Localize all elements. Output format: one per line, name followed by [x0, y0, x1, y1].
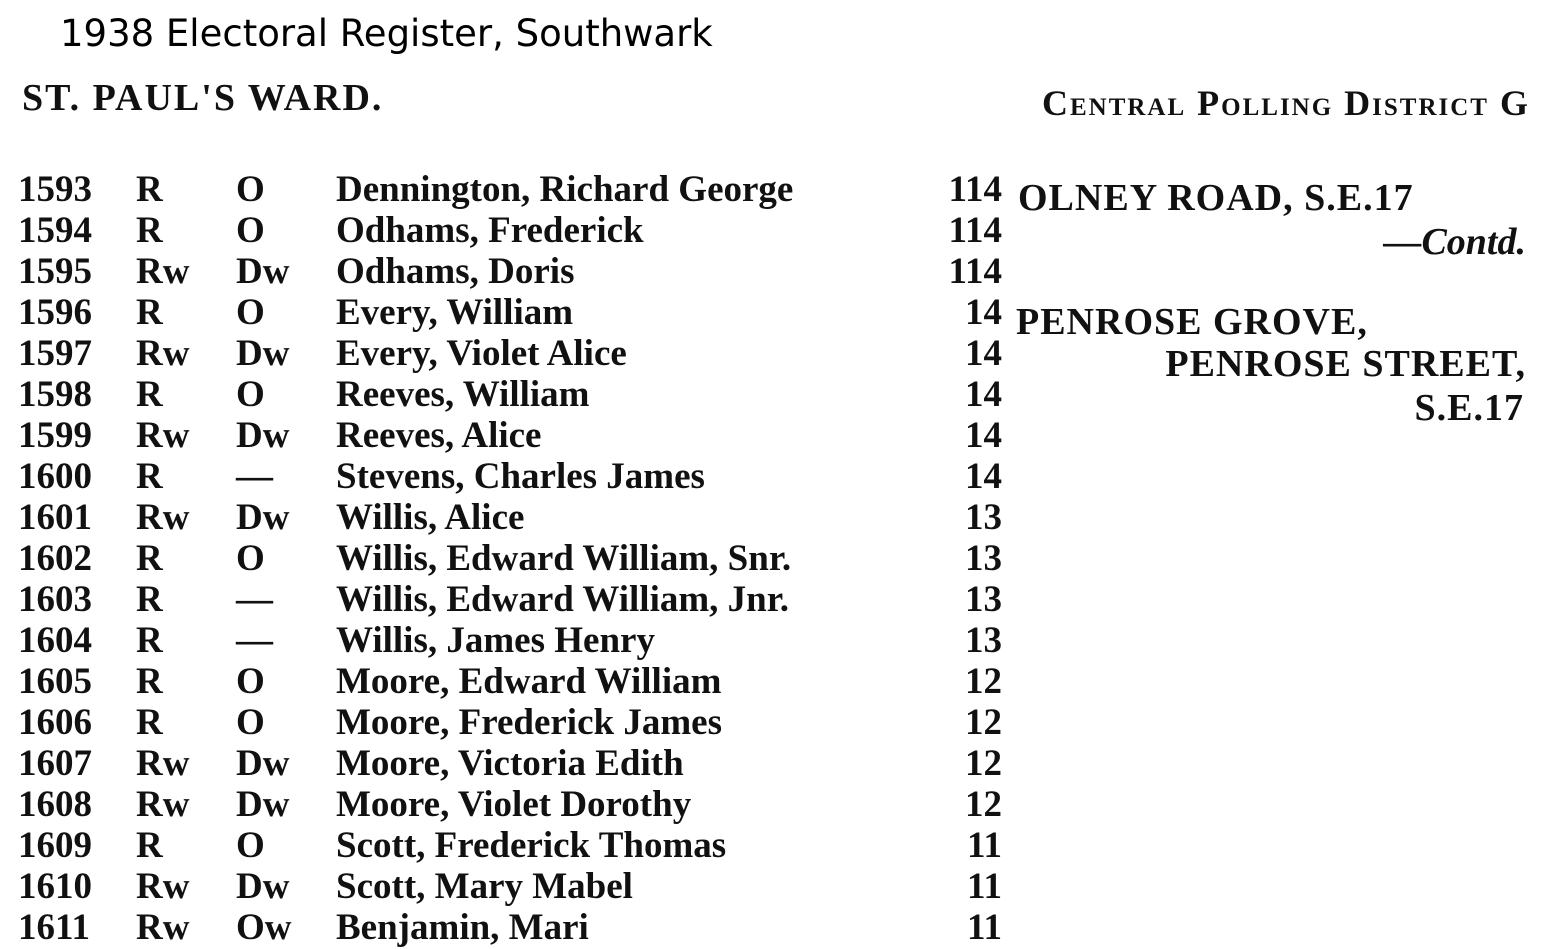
register-row	[0, 578, 1560, 619]
qualification: Rw	[136, 251, 190, 292]
image-caption: 1938 Electoral Register, Southwark	[60, 12, 713, 55]
residence-code: Dw	[236, 866, 290, 907]
elector-name: Moore, Frederick James	[336, 702, 722, 743]
entry-number: 1609	[18, 825, 92, 866]
residence-code: Dw	[236, 333, 290, 374]
elector-name: Scott, Mary Mabel	[336, 866, 633, 907]
qualification: R	[136, 579, 163, 620]
elector-name: Moore, Victoria Edith	[336, 743, 684, 784]
residence-code: —	[236, 620, 273, 661]
house-number: 13	[965, 579, 1002, 620]
house-number: 13	[965, 620, 1002, 661]
house-number: 14	[965, 333, 1002, 374]
house-number: 11	[967, 825, 1002, 866]
residence-code: O	[236, 825, 265, 866]
elector-name: Benjamin, Mari	[336, 907, 589, 948]
house-number: 12	[965, 661, 1002, 702]
elector-name: Every, Violet Alice	[336, 333, 627, 374]
elector-name: Willis, Edward William, Jnr.	[336, 579, 790, 620]
house-number: 114	[948, 210, 1002, 251]
house-number: 13	[965, 538, 1002, 579]
elector-name: Reeves, William	[336, 374, 590, 415]
register-row	[0, 701, 1560, 742]
residence-code: O	[236, 702, 265, 743]
qualification: Rw	[136, 866, 190, 907]
house-number: 11	[967, 907, 1002, 948]
house-number: 114	[948, 169, 1002, 210]
residence-code: Dw	[236, 415, 290, 456]
qualification: R	[136, 702, 163, 743]
residence-code: Dw	[236, 497, 290, 538]
ward-heading: ST. PAUL'S WARD.	[22, 77, 384, 119]
entry-number: 1601	[18, 497, 92, 538]
address-continued: —Contd.	[1383, 221, 1526, 263]
entry-number: 1602	[18, 538, 92, 579]
residence-code: Ow	[236, 907, 292, 948]
qualification: R	[136, 210, 163, 251]
entry-number: 1607	[18, 743, 92, 784]
entry-number: 1597	[18, 333, 92, 374]
entry-number: 1598	[18, 374, 92, 415]
qualification: Rw	[136, 497, 190, 538]
register-row	[0, 865, 1560, 906]
house-number: 14	[965, 292, 1002, 333]
house-number: 14	[965, 374, 1002, 415]
qualification: Rw	[136, 333, 190, 374]
residence-code: —	[236, 456, 273, 497]
entry-number: 1611	[18, 907, 90, 948]
entry-number: 1599	[18, 415, 92, 456]
qualification: R	[136, 456, 163, 497]
residence-code: O	[236, 538, 265, 579]
register-row	[0, 783, 1560, 824]
residence-code: Dw	[236, 784, 290, 825]
residence-code: O	[236, 210, 265, 251]
entry-number: 1594	[18, 210, 92, 251]
register-row	[0, 455, 1560, 496]
residence-code: O	[236, 374, 265, 415]
address-penrose-grove: PENROSE GROVE,	[1016, 301, 1368, 343]
register-row	[0, 496, 1560, 537]
address-postcode: S.E.17	[1414, 387, 1524, 429]
qualification: R	[136, 661, 163, 702]
qualification: R	[136, 374, 163, 415]
cut-off-row	[0, 906, 1560, 948]
house-number: 14	[965, 456, 1002, 497]
qualification: R	[136, 825, 163, 866]
residence-code: O	[236, 169, 265, 210]
polling-district-heading: Central Polling District G	[1041, 83, 1530, 123]
entry-number: 1603	[18, 579, 92, 620]
elector-name: Willis, James Henry	[336, 620, 655, 661]
entry-number: 1595	[18, 251, 92, 292]
residence-code: O	[236, 661, 265, 702]
residence-code: Dw	[236, 743, 290, 784]
register-row	[0, 619, 1560, 660]
house-number: 13	[965, 497, 1002, 538]
register-row	[0, 660, 1560, 701]
elector-name: Odhams, Frederick	[336, 210, 644, 251]
entry-number: 1593	[18, 169, 92, 210]
entry-number: 1606	[18, 702, 92, 743]
residence-code: O	[236, 292, 265, 333]
qualification: R	[136, 538, 163, 579]
qualification: Rw	[136, 415, 190, 456]
qualification: R	[136, 620, 163, 661]
address-penrose-street: PENROSE STREET,	[1165, 343, 1526, 385]
register-row	[0, 414, 1560, 455]
qualification: R	[136, 169, 163, 210]
qualification: R	[136, 292, 163, 333]
qualification: Rw	[136, 743, 190, 784]
entry-number: 1604	[18, 620, 92, 661]
elector-name: Moore, Edward William	[336, 661, 722, 702]
entry-number: 1596	[18, 292, 92, 333]
house-number: 11	[967, 866, 1002, 907]
house-number: 14	[965, 415, 1002, 456]
register-row	[0, 742, 1560, 783]
house-number: 12	[965, 784, 1002, 825]
house-number: 114	[948, 251, 1002, 292]
elector-name: Willis, Edward William, Snr.	[336, 538, 792, 579]
elector-name: Dennington, Richard George	[336, 169, 794, 210]
residence-code: Dw	[236, 251, 290, 292]
elector-name: Stevens, Charles James	[336, 456, 705, 497]
entry-number: 1600	[18, 456, 92, 497]
address-olney-road: OLNEY ROAD, S.E.17	[1018, 177, 1414, 219]
elector-name: Reeves, Alice	[336, 415, 542, 456]
elector-name: Scott, Frederick Thomas	[336, 825, 727, 866]
house-number: 12	[965, 743, 1002, 784]
entry-number: 1605	[18, 661, 92, 702]
house-number: 12	[965, 702, 1002, 743]
qualification: Rw	[136, 907, 190, 948]
register-entries	[0, 168, 1560, 906]
register-row	[0, 537, 1560, 578]
register-row	[0, 824, 1560, 865]
entry-number: 1608	[18, 784, 92, 825]
elector-name: Moore, Violet Dorothy	[336, 784, 692, 825]
residence-code: —	[236, 579, 273, 620]
elector-name: Willis, Alice	[336, 497, 525, 538]
register-row	[0, 250, 1560, 291]
entry-number: 1610	[18, 866, 92, 907]
elector-name: Odhams, Doris	[336, 251, 575, 292]
elector-name: Every, William	[336, 292, 574, 333]
qualification: Rw	[136, 784, 190, 825]
